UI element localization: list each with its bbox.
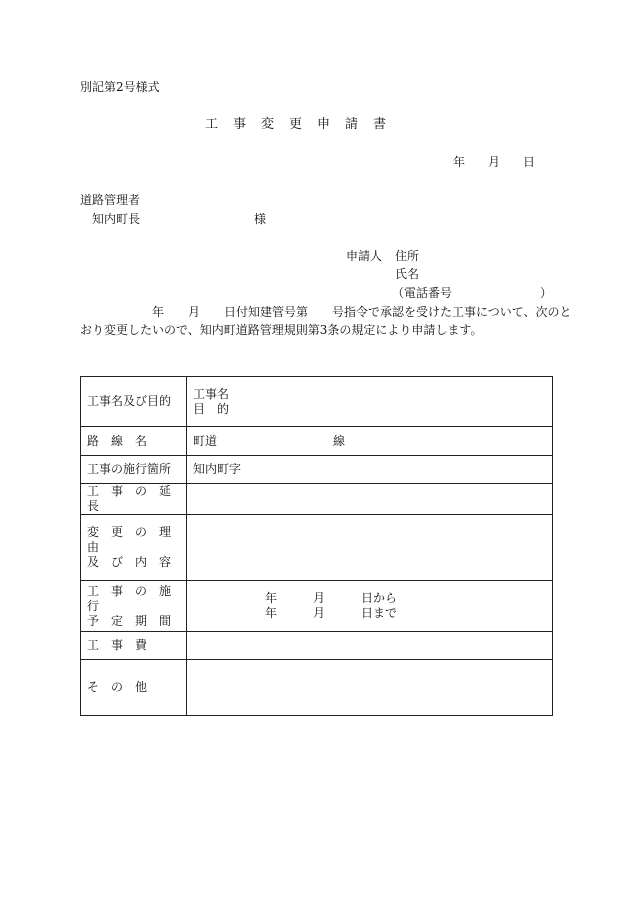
row-value-reason: [187, 515, 553, 581]
label-text: 工 事 の 延 長: [87, 484, 184, 513]
document-title: 工 事 変 更 申 請 書: [205, 117, 388, 132]
row-label-route-name: [81, 427, 187, 456]
row-label-reason: [81, 515, 187, 581]
row-value-cost: [187, 632, 553, 660]
value-right: 線: [333, 434, 346, 448]
row-value-project-name: [187, 377, 553, 427]
applicant-name-label: 氏名: [395, 267, 420, 281]
value-line: 年 月 日から: [193, 591, 398, 605]
row-label-project-name: [81, 377, 187, 427]
row-label-other: [81, 660, 187, 716]
form-number: 別記第2号様式: [80, 80, 160, 94]
value-line: 工事名: [193, 386, 230, 401]
label-line: 予 定 期 間: [87, 613, 172, 628]
application-table: [80, 376, 553, 716]
date-year: 年: [453, 155, 466, 169]
row-value-location: [187, 456, 553, 484]
table-row: [81, 581, 553, 632]
addressee-org: 道路管理者: [80, 193, 141, 207]
row-label-length: [81, 484, 187, 515]
label-line: 及 び 内 容: [87, 555, 172, 569]
label-text: 路 線 名: [87, 433, 148, 448]
body-line-2: おり変更したいので、知内町道路管理規則第3条の規定により申請します。: [80, 323, 483, 337]
table-row: [81, 427, 553, 456]
applicant-phone-close: ）: [540, 286, 553, 300]
value-line: 年 月 日まで: [193, 606, 398, 620]
row-value-other: [187, 660, 553, 716]
table-row: [81, 660, 553, 716]
value-text: 知内町字: [193, 462, 242, 476]
label-line: 工 事 の 施 行: [87, 583, 184, 613]
table-row: [81, 484, 553, 515]
date-month: 月: [488, 155, 501, 169]
addressee-name: 知内町長: [92, 212, 141, 226]
label-text: 工事の施行箇所: [87, 462, 172, 476]
row-label-schedule: [81, 581, 187, 632]
table-row: [81, 515, 553, 581]
applicant-phone-label: （電話番号: [392, 286, 453, 300]
row-value-schedule: [187, 581, 553, 632]
applicant-label: 申請人: [346, 249, 383, 263]
label-line: 変 更 の 理 由: [87, 525, 184, 554]
label-text: 工事名及び目的: [87, 394, 172, 408]
label-text: 工 事 費: [87, 638, 148, 652]
date-day: 日: [523, 155, 536, 169]
table-row: [81, 377, 553, 427]
table-row: [81, 456, 553, 484]
value-left: 町道: [193, 433, 218, 448]
row-value-length: [187, 484, 553, 515]
row-value-route-name: [187, 427, 553, 456]
table-row: [81, 632, 553, 660]
row-label-cost: [81, 632, 187, 660]
applicant-address-label: 住所: [395, 249, 420, 263]
row-label-location: [81, 456, 187, 484]
body-line-1: 年 月 日付知建管号第 号指令で承認を受けた工事について、次のと: [80, 305, 572, 319]
label-text: そ の 他: [87, 680, 148, 694]
addressee-honorific: 様: [254, 212, 267, 226]
value-line: 目 的: [193, 401, 230, 416]
